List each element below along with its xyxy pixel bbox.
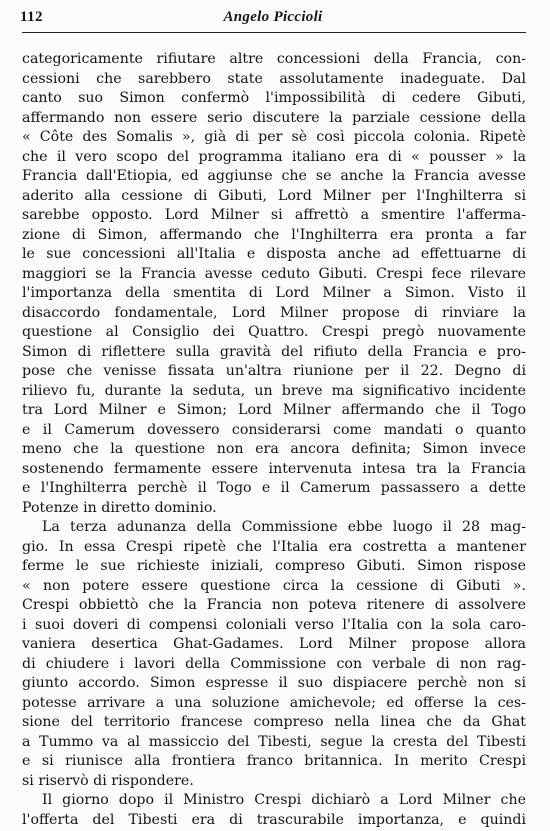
text-line: categoricamente rifiutare altre concessioni della Francia, con- [22,51,526,67]
text-line: La terza adunanza della Commissione ebbe luogo il 28 mag- [42,519,526,535]
text-line: Simon di riflettere sulla gravità del rifiuto della Francia e pro- [22,343,526,360]
text-line: l'importanza della smentita di Lord Milner a Simon. Visto il [22,285,526,301]
text-line: Potenze in diretto dominio. [22,499,217,516]
text-line: canto suo Simon confermò l'impossibilità di cedere Gibuti, [22,90,526,106]
text-line: Il giorno dopo il Ministro Crespi dichiarò a Lord Milner che [42,792,526,808]
text-line: « Côte des Somalis », già di per sè così piccola colonia. Ripetè [22,129,526,145]
text-line: i suoi doveri di compensi coloniali verso l'Italia con la sola caro- [22,616,526,633]
page-number: 112 [20,9,43,25]
text-line: e il Camerum dovessero considerarsi come mandati o quanto [22,421,526,438]
text-line: maggiori se la Francia avesse ceduto Gibuti. Crespi fece rilevare [22,265,526,282]
text-line: l'offerta del Tibesti era di trascurabile importanza, e quindi [22,811,526,828]
text-line: e l'Inghilterra perchè il Togo e il Camerum passassero a dette [22,480,526,496]
text-line: aderito alla cessione di Gibuti, Lord Milner per l'Inghilterra si [22,187,526,204]
text-line: si riservò di rispondere. [22,772,194,789]
text-line: potesse arrivare a una soluzione amichevole; ed offerse la ces- [22,694,526,711]
text-line: ferme le sue richieste iniziali, compreso Gibuti. Simon rispose [22,558,526,574]
text-line: giunto accordo. Simon espresse il suo dispiacere perchè non si [22,675,526,691]
text-line: disaccordo fondamentale, Lord Milner propose di rinviare la [22,304,526,321]
page-header [20,4,526,30]
body-text [22,50,526,830]
text-line: Francia dall'Etiopia, ed aggiunse che se anche la Francia avesse [22,168,526,184]
text-line: questione al Consiglio dei Quattro. Crespi pregò nuovamente [22,324,526,340]
text-line: gio. In essa Crespi ripetè che l'Italia era costretta a mantener [22,538,526,555]
text-line: zione di Simon, affermando che l'Inghilterra era pronta a far [22,226,526,243]
text-line: sostenendo fermamente essere intervenuta intesa tra la Francia [22,460,526,477]
text-line: pose che venisse fissata un'altra riunione per il 22. Degno di [22,363,526,379]
text-line: a Tummo va al massiccio del Tibesti, segue la cresta del Tibesti [22,733,526,750]
text-line: rilievo fu, durante la seduta, un breve ma significativo incidente [22,382,526,399]
text-line: affermando non essere serio discutere la parziale cessione della [22,109,526,126]
text-line: le sue concessioni all'Italia e disposta anche ad effettuarne di [22,246,526,262]
header-rule [22,32,526,33]
text-line: sione del territorio francese compreso nella linea che da Ghat [22,714,526,730]
text-line: Crespi obbiettò che la Francia non poteva ritenere di assolvere [22,597,526,613]
text-line: tra Lord Milner e Simon; Lord Milner affermando che il Togo [22,402,526,418]
text-line: « non potere essere questione circa la cessione di Gibuti ». [22,577,526,594]
text-line: di chiudere i lavori della Commissione con verbale di non rag- [22,655,526,672]
text-line: che il vero scopo del programma italiano era di « pousser » la [22,148,526,165]
text-line: cessioni che sarebbero state assolutamente inadeguate. Dal [22,70,526,87]
text-line: meno che la questione non era ancora definita; Simon invece [22,441,526,457]
text-line: e si riunisce alla frontiera franco britannica. In merito Crespi [22,753,526,769]
running-head: Angelo Piccioli [223,9,323,25]
text-line: sarebbe opposto. Lord Milner si affrettò a smentire l'afferma- [22,207,526,223]
text-line: vaniera desertica Ghat-Gadames. Lord Milner propose allora [22,636,526,652]
